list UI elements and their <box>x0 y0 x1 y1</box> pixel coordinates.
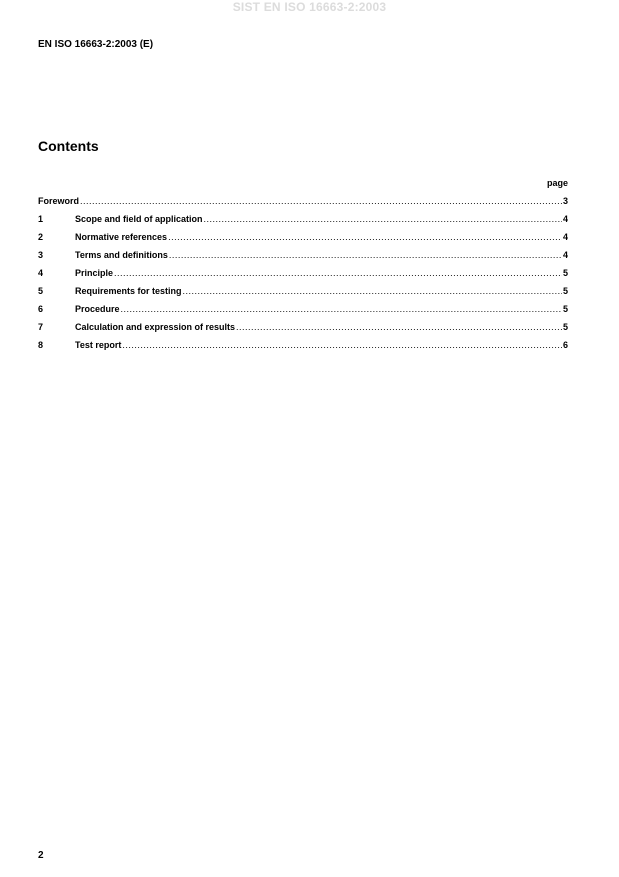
toc-item-page: 3 <box>562 196 568 206</box>
toc-item-page: 6 <box>562 340 568 350</box>
toc-item-calculation[interactable] <box>38 322 568 340</box>
toc-item-number: 3 <box>38 250 44 260</box>
toc-item-page: 4 <box>562 232 568 242</box>
toc-item-title: Normative references <box>75 232 168 242</box>
toc-item-title: Scope and field of application <box>75 214 203 224</box>
toc-item-page: 4 <box>562 214 568 224</box>
toc-item-number: 2 <box>38 232 44 242</box>
toc-item-number: 6 <box>38 304 44 314</box>
toc-item-page: 5 <box>562 304 568 314</box>
toc-item-procedure[interactable] <box>38 304 568 322</box>
toc-leader-dots <box>169 250 562 261</box>
toc-item-title: Procedure <box>75 304 120 314</box>
toc-item-principle[interactable] <box>38 268 568 286</box>
page-number: 2 <box>38 850 44 861</box>
toc-item-number: 5 <box>38 286 44 296</box>
toc-item-title: Calculation and expression of results <box>75 322 236 332</box>
toc-item-number: 7 <box>38 322 44 332</box>
toc-item-page: 5 <box>562 268 568 278</box>
toc-item-page: 5 <box>562 322 568 332</box>
toc-leader-dots <box>80 196 562 207</box>
toc-item-title: Principle <box>75 268 114 278</box>
toc-leader-dots <box>183 286 562 297</box>
toc-item-terms-definitions[interactable] <box>38 250 568 268</box>
document-id: EN ISO 16663-2:2003 (E) <box>38 39 154 50</box>
toc-item-scope[interactable] <box>38 214 568 232</box>
page-column-label: page <box>546 178 568 188</box>
table-of-contents <box>38 196 568 358</box>
watermark: SIST EN ISO 16663-2:2003 <box>232 0 387 14</box>
toc-item-title: Terms and definitions <box>75 250 168 260</box>
toc-item-test-report[interactable] <box>38 340 568 358</box>
toc-leader-dots <box>204 214 562 225</box>
toc-leader-dots <box>121 304 562 315</box>
toc-item-title: Requirements for testing <box>75 286 182 296</box>
toc-leader-dots <box>168 232 562 243</box>
toc-item-requirements[interactable] <box>38 286 568 304</box>
toc-item-number: 1 <box>38 214 44 224</box>
toc-item-page: 4 <box>562 250 568 260</box>
toc-item-title: Test report <box>75 340 122 350</box>
toc-item-number: 8 <box>38 340 44 350</box>
toc-leader-dots <box>114 268 562 279</box>
toc-item-normative-references[interactable] <box>38 232 568 250</box>
toc-item-number: 4 <box>38 268 44 278</box>
toc-leader-dots <box>236 322 562 333</box>
contents-heading: Contents <box>38 138 99 154</box>
toc-item-title: Foreword <box>38 196 80 206</box>
toc-leader-dots <box>122 340 562 351</box>
toc-item-foreword[interactable] <box>38 196 568 214</box>
toc-item-page: 5 <box>562 286 568 296</box>
